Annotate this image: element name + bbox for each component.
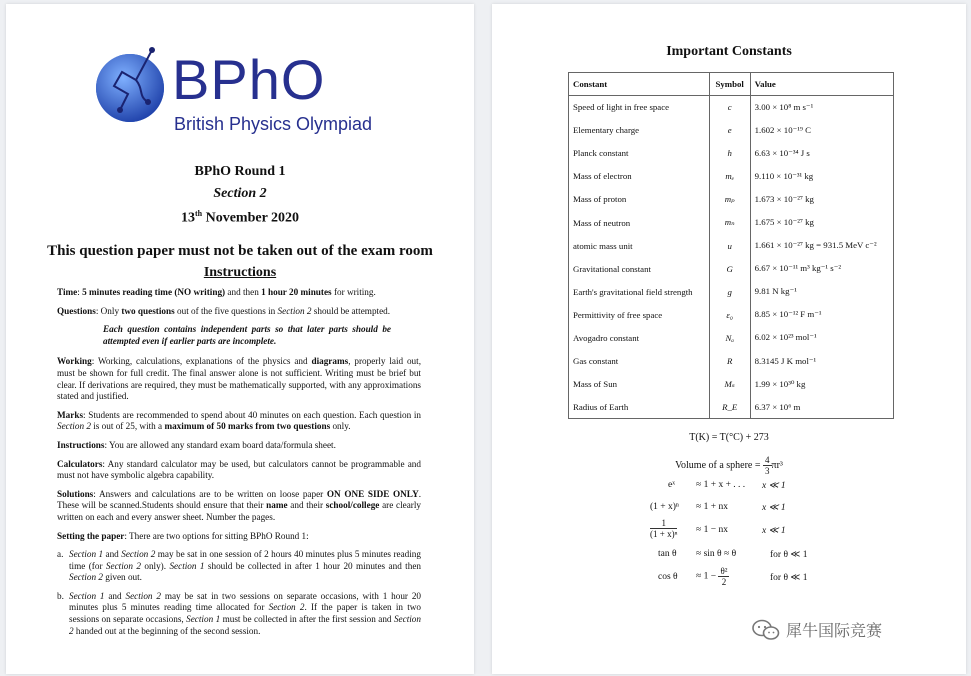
exam-date [6, 209, 474, 227]
para-text: : Only [95, 305, 122, 316]
para-bold: ON ONE SIDE ONLY [326, 488, 419, 499]
constant-value: 6.63 × 10⁻³⁴ J s [750, 142, 893, 165]
para-text: and their [287, 500, 326, 511]
constant-symbol: Nₐ [709, 326, 750, 349]
constants-table [568, 72, 894, 419]
constant-value: 8.3145 J K mol⁻¹ [750, 350, 893, 373]
constant-name: Speed of light in free space [569, 96, 710, 119]
para-text: should be attempted. [311, 305, 391, 316]
bpho-logo [92, 44, 392, 144]
watermark [752, 618, 882, 641]
frac-num: 4 [765, 455, 770, 465]
constant-value: 8.85 × 10⁻¹² F m⁻¹ [750, 303, 893, 326]
constant-name: Mass of Sun [569, 373, 710, 396]
constant-name: Radius of Earth [569, 396, 710, 419]
approx-inverse-rhs: ≈ 1 − nx [696, 525, 728, 535]
watermark-text: 犀牛国际竞赛 [786, 621, 883, 640]
para-italic: Section 1 [169, 560, 205, 571]
list-marker: b. [57, 590, 64, 601]
header-value: Value [750, 73, 893, 96]
para-bold: 1 hour 20 minutes [261, 287, 332, 297]
instructions-paragraph [57, 440, 421, 452]
constant-name: Mass of proton [569, 188, 710, 211]
sphere-volume [492, 455, 966, 476]
para-text: only. [330, 421, 351, 432]
temperature-equation: T(K) = T(°C) + 273 [689, 432, 769, 443]
solutions-paragraph [57, 489, 421, 524]
para-label: Instructions [57, 439, 105, 450]
sphere-rest: πr³ [771, 459, 783, 471]
cos-fraction [718, 566, 729, 587]
instructions-heading: Instructions [203, 265, 277, 280]
constant-symbol: e [709, 119, 750, 142]
table-row [569, 211, 894, 234]
approx-exp-lhs: eˣ [668, 480, 675, 490]
para-text: must be collected in after the first session and [220, 614, 394, 625]
para-bold: 5 minutes reading time (NO writing) [82, 287, 226, 297]
para-bold: diagrams [311, 356, 349, 367]
approx-pow-lhs: (1 + x)ⁿ [650, 502, 679, 512]
para-label: Setting the paper [57, 530, 125, 541]
constant-symbol: h [709, 142, 750, 165]
approx-exp-cond: x ≪ 1 [762, 481, 786, 491]
para-text: out of the five questions in [174, 305, 278, 316]
frac-num: 1 [650, 518, 677, 529]
logo-subtitle: British Physics Olympiad [174, 114, 373, 134]
constant-symbol: mₑ [709, 165, 750, 188]
calculators-paragraph [57, 459, 421, 482]
para-italic: Section 1 [186, 614, 221, 625]
para-label: Time [57, 287, 78, 297]
para-text: handed out at the beginning of the second session. [73, 625, 261, 636]
constant-symbol: mₙ [709, 211, 750, 234]
table-row [569, 350, 894, 373]
constant-name: Permittivity of free space [569, 303, 710, 326]
date-day: 13 [180, 210, 195, 226]
constant-name: Planck constant [569, 142, 710, 165]
para-text: , properly laid out, must be shown for full credit. The final answer alone is not sufficient. Writing must be brief but clear. If derivations are required, they must be mathematically supported, with any approximations stated and justified. [57, 356, 421, 402]
para-text: may be sat in two sessions on separate occasions, with 1 hour 20 minutes plus 5 minutes reading time allocated for [69, 590, 422, 613]
para-text: should be collected in after 1 hour 20 minutes and then [204, 560, 422, 571]
table-header-row [569, 73, 894, 96]
constant-value: 1.661 × 10⁻²⁷ kg = 931.5 MeV c⁻² [750, 234, 893, 257]
instructions-body [57, 287, 421, 644]
table-row [569, 188, 894, 211]
frac-num: θ² [720, 566, 728, 576]
setting-paragraph [57, 531, 421, 543]
list-marker: a. [57, 549, 64, 560]
independent-parts-note: Each question contains independent parts so that later parts should be attempted even if earlier parts are incomplete. [103, 324, 391, 346]
constant-name: Gas constant [569, 350, 710, 373]
para-text: : Working, calculations, explanations of the physics and [91, 356, 312, 367]
para-text: is out of 25, with a [90, 421, 165, 432]
para-italic: Section 2 [69, 614, 421, 636]
approx-inverse-lhs [650, 518, 677, 539]
frac-den: 3 [765, 466, 770, 476]
table-row [569, 165, 894, 188]
para-italic: Section 2 [268, 602, 305, 613]
para-text: : Any standard calculator may be used, but calculators cannot be programmable and must not have symbolic algebra capability. [57, 458, 421, 481]
constant-symbol: ε₀ [709, 303, 750, 326]
option-b [57, 591, 421, 637]
constant-value: 1.602 × 10⁻¹⁹ C [750, 119, 893, 142]
constant-value: 6.67 × 10⁻¹¹ m³ kg⁻¹ s⁻² [750, 257, 893, 280]
para-italic: Section 2 [69, 572, 103, 583]
para-text: and [104, 590, 126, 601]
constant-symbol: g [709, 280, 750, 303]
para-italic: Section 1 [69, 549, 104, 560]
constant-value: 6.37 × 10⁶ m [750, 396, 893, 419]
table-row [569, 234, 894, 257]
para-text: for writing. [331, 287, 376, 297]
para-label: Working [57, 356, 92, 367]
constant-symbol: mₚ [709, 188, 750, 211]
constant-value: 3.00 × 10⁸ m s⁻¹ [750, 96, 893, 119]
exam-warning: This question paper must not be taken out of the exam room [47, 243, 433, 259]
marks-paragraph [57, 410, 421, 433]
frac-den: 2 [721, 577, 727, 587]
approx-exp-rhs: ≈ 1 + x + . . . [696, 480, 746, 490]
date-rest: November 2020 [202, 210, 300, 226]
para-italic: Section 2 [105, 560, 141, 571]
para-text: . If the paper is taken in two sessions on separate occasions, [69, 602, 422, 625]
para-label: Calculators [57, 458, 103, 469]
constant-symbol: G [709, 257, 750, 280]
constant-value: 6.02 × 10²³ mol⁻¹ [750, 326, 893, 349]
table-row [569, 396, 894, 419]
approx-inverse-cond: x ≪ 1 [762, 526, 786, 536]
constant-symbol: R [709, 350, 750, 373]
approx-pow-rhs: ≈ 1 + nx [696, 502, 728, 512]
para-label: Solutions [57, 488, 94, 499]
header-symbol: Symbol [709, 73, 750, 96]
working-paragraph [57, 356, 421, 402]
page-right [492, 4, 966, 674]
constant-value: 1.99 × 10³⁰ kg [750, 373, 893, 396]
constant-value: 9.110 × 10⁻³¹ kg [750, 165, 893, 188]
inverse-fraction [650, 518, 677, 539]
para-text: given out. [102, 572, 142, 583]
approx-tan-rhs: ≈ sin θ ≈ θ [696, 549, 737, 559]
constant-symbol: u [709, 234, 750, 257]
table-row [569, 280, 894, 303]
para-text: : There are two options for sitting BPhO Round 1: [124, 530, 309, 541]
table-row [569, 142, 894, 165]
wechat-icon [752, 619, 780, 641]
approx-cos-cond: for θ ≪ 1 [770, 573, 808, 583]
para-text: . These will be scanned.Students should ensure that their [57, 488, 421, 511]
para-text: : Answers and calculations are to be written on loose paper [93, 488, 327, 499]
approx-cos-lhs: cos θ [658, 572, 678, 582]
constant-name: Earth's gravitational field strength [569, 280, 710, 303]
constant-name: Mass of neutron [569, 211, 710, 234]
para-text: : [77, 287, 83, 297]
round-title: BPhO Round 1 [194, 164, 286, 179]
constant-value: 1.675 × 10⁻²⁷ kg [750, 211, 893, 234]
option-b-text [69, 591, 421, 637]
constant-symbol: Mₛ [709, 373, 750, 396]
option-a [57, 549, 421, 584]
constant-value: 9.81 N kg⁻¹ [750, 280, 893, 303]
approx-tan-lhs: tan θ [658, 549, 677, 559]
constant-name: Elementary charge [569, 119, 710, 142]
sphere-label: Volume of a sphere = [675, 459, 764, 471]
table-row [569, 119, 894, 142]
para-bold: two questions [121, 305, 175, 316]
questions-paragraph [57, 306, 421, 318]
frac-den: (1 + x)ⁿ [650, 529, 678, 539]
para-text: are clearly written on each and every answer sheet. Number the pages. [57, 500, 421, 522]
page-left [6, 4, 474, 674]
para-italic: Section 2 [277, 305, 312, 316]
para-bold: maximum of 50 marks from two questions [164, 421, 331, 432]
approx-pow-cond: x ≪ 1 [762, 503, 786, 513]
header-constant: Constant [569, 73, 710, 96]
date-suffix: th [194, 209, 203, 218]
para-bold: name [266, 500, 288, 511]
para-italic: Section 2 [57, 421, 91, 432]
para-text: may be sat in one session of 2 hours 40 minutes plus 5 minutes reading time (for [69, 549, 421, 571]
table-row [569, 373, 894, 396]
constant-name: Mass of electron [569, 165, 710, 188]
para-label: Marks [57, 409, 84, 420]
constant-name: atomic mass unit [569, 234, 710, 257]
para-text: and then [225, 287, 262, 297]
constants-title: Important Constants [666, 44, 792, 59]
logo-wordmark: BPhO [172, 48, 326, 111]
constant-value: 1.673 × 10⁻²⁷ kg [750, 188, 893, 211]
para-italic: Section 2 [121, 549, 156, 560]
para-text: : Students are recommended to spend about 40 minutes on each question. Each question in [83, 409, 421, 420]
section-title: Section 2 [213, 186, 267, 201]
constant-name: Gravitational constant [569, 257, 710, 280]
para-text: and [103, 549, 122, 560]
cos-rhs-text: ≈ 1 − [696, 571, 717, 582]
constant-symbol: R_E [709, 396, 750, 419]
approx-tan-cond: for θ ≪ 1 [770, 550, 808, 560]
bpho-atom-logo-icon [92, 46, 172, 126]
constant-name: Avogadro constant [569, 326, 710, 349]
table-row [569, 326, 894, 349]
para-text: only). [140, 560, 170, 571]
para-text: : You are allowed any standard exam board data/formula sheet. [104, 439, 336, 450]
table-row [569, 303, 894, 326]
time-paragraph [57, 287, 421, 299]
para-bold: school/college [325, 500, 380, 511]
sphere-fraction [763, 455, 772, 476]
table-row [569, 96, 894, 119]
para-italic: Section 2 [125, 590, 161, 601]
table-row [569, 257, 894, 280]
approx-cos-rhs [696, 566, 729, 587]
option-a-text [69, 549, 421, 584]
para-label: Questions [57, 305, 96, 316]
constant-symbol: c [709, 96, 750, 119]
para-italic: Section 1 [69, 590, 105, 601]
